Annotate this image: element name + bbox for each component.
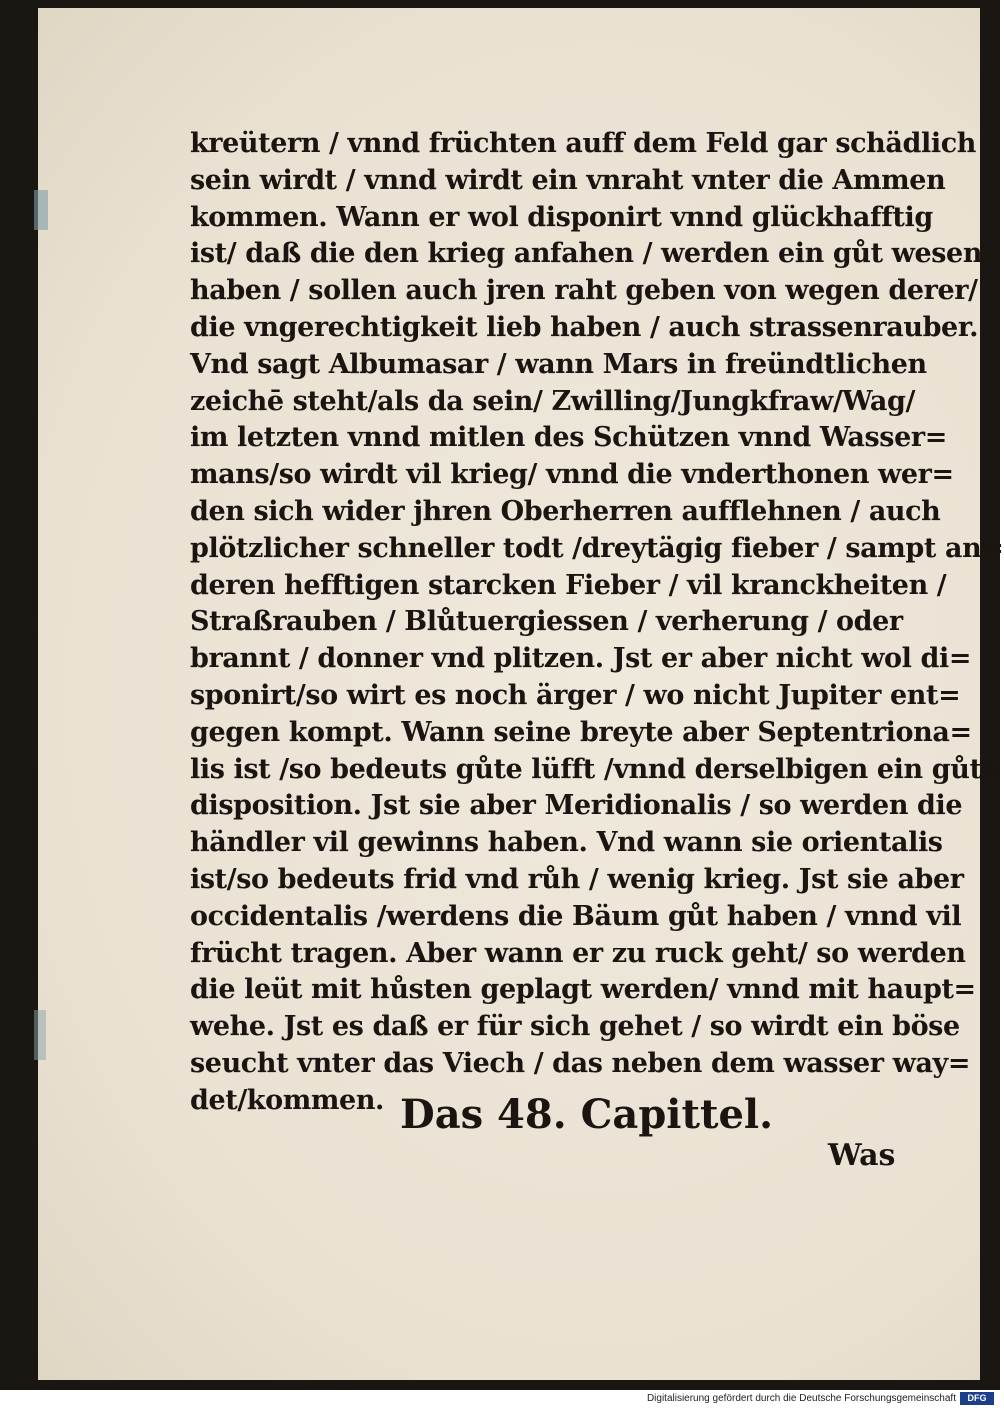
- text-line: ist/ daß die den krieg anfahen / werden ein gůt wesen: [190, 238, 983, 270]
- text-line: haben / sollen auch jren raht geben von wegen derer/: [190, 275, 978, 307]
- text-line: kommen. Wann er wol disponirt vnnd glückhafftig: [190, 201, 933, 233]
- text-line: deren hefftigen starcken Fieber / vil kranckheiten /: [190, 569, 947, 601]
- text-line: zeichē steht/als da sein/ Zwilling/Jungkfraw/Wag/: [190, 385, 915, 417]
- text-line: sein wirdt / vnnd wirdt ein vnraht vnter die Ammen: [190, 164, 946, 196]
- chapter-heading: Das 48. Capittel.: [400, 1091, 774, 1138]
- text-line: kreütern / vnnd früchten auff dem Feld gar schädlich: [190, 128, 976, 159]
- text-line: lis ist /so bedeuts gůte lüfft /vnnd derselbigen ein gůte: [190, 753, 999, 785]
- text-line: Vnd sagt Albumasar / wann Mars in freündtlichen: [190, 348, 927, 380]
- catchword: Was: [828, 1138, 896, 1173]
- text-line: den sich wider jhren Oberherren aufflehnen / auch: [190, 495, 941, 527]
- text-line: Straßrauben / Blůtuergiessen / verherung / oder: [190, 606, 903, 638]
- text-line: die leüt mit hůsten geplagt werden/ vnnd mit haupt=: [190, 974, 976, 1006]
- footer-credit: Digitalisierung gefördert durch die Deutsche Forschungsgemeinschaft: [646, 1393, 956, 1404]
- text-line: frücht tragen. Aber wann er zu ruck geht/ so werden: [190, 937, 966, 969]
- body-text: [190, 126, 1004, 1120]
- page-stain: [34, 1010, 46, 1060]
- text-line: mans/so wirdt vil krieg/ vnnd die vnderthonen wer=: [190, 459, 954, 491]
- text-line: occidentalis /werdens die Bäum gůt haben / vnnd vil: [190, 900, 962, 932]
- text-line: sponirt/so wirt es noch ärger / wo nicht Jupiter ent=: [190, 679, 961, 711]
- text-line: ist/so bedeuts frid vnd růh / wenig krieg. Jst sie aber: [190, 863, 964, 895]
- text-line: im letzten vnnd mitlen des Schützen vnnd Wasser=: [190, 422, 947, 454]
- text-line: wehe. Jst es daß er für sich gehet / so wirdt ein böse: [190, 1011, 960, 1043]
- text-line: plötzlicher schneller todt /dreytägig fieber / sampt an=: [190, 532, 1004, 564]
- text-line: det/kommen.: [190, 1084, 385, 1116]
- text-line: händler vil gewinns haben. Vnd wann sie orientalis: [190, 827, 943, 859]
- text-line: die vngerechtigkeit lieb haben / auch strassenrauber.: [190, 311, 979, 343]
- text-line: gegen kompt. Wann seine breyte aber Septentriona=: [190, 716, 972, 748]
- page-stain: [34, 190, 48, 230]
- text-line: brannt / donner vnd plitzen. Jst er aber nicht wol di=: [190, 643, 972, 675]
- dfg-logo: DFG: [960, 1392, 994, 1405]
- text-line: disposition. Jst sie aber Meridionalis / so werden die: [190, 790, 963, 822]
- text-line: seucht vnter das Viech / das neben dem wasser way=: [190, 1047, 971, 1079]
